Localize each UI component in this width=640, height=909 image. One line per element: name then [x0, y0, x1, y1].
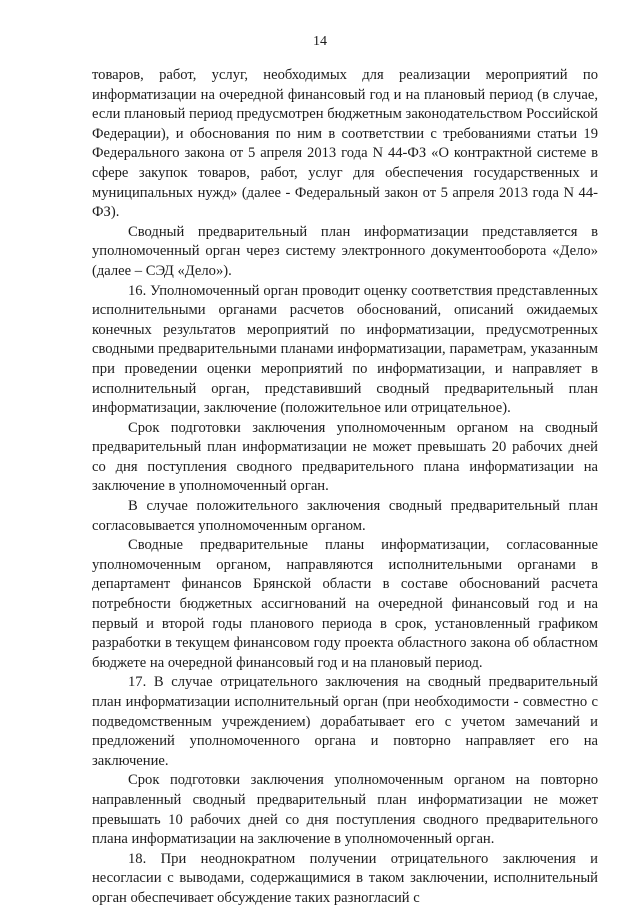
paragraph-continuation: товаров, работ, услуг, необходимых для реализации мероприятий по информатизации на очередной финансовый год и на плановый период (в случае, если плановый период предусмотрен бюджетным законодательством Российской Федерации), и обоснования по ним в соответствии с требованиями статьи 19 Федерального закона от 5 апреля 2013 года N 44-ФЗ «О контрактной системе в сфере закупок товаров, работ, услуг для обеспечения государственных и муниципальных нужд» (далее - Федеральный закон от 5 апреля 2013 года N 44-ФЗ). — [92, 67, 598, 221]
page-number: 14 — [313, 34, 327, 49]
paragraph-item-16: 16. Уполномоченный орган проводит оценку соответствия представленных исполнительными органами расчетов обоснований, описаний ожидаемых конечных результатов мероприятий по информатизации, предусмотренных сводными предварительными планами информатизации, параметрам, указанным при проведении оценки мероприятий по информатизации, и направляет в исполнительный орган, представивший сводный предварительный план информатизации, заключение (положительное или отрицательное). — [92, 282, 598, 417]
document-body — [92, 66, 598, 909]
paragraph-item-18: 18. При неоднократном получении отрицательного заключения и несогласии с выводами, содержащимися в таком заключении, исполнительный орган обеспечивает обсуждение таких разногласий с — [92, 850, 598, 906]
paragraph-review-term-10-days: Срок подготовки заключения уполномоченным органом на повторно направленный сводный предварительный план информатизации не может превышать 10 рабочих дней со дня поступления сводного предварительного плана информатизации на заключение в уполномоченный орган. — [92, 772, 598, 848]
paragraph-item-17: 17. В случае отрицательного заключения на сводный предварительный план информатизации исполнительный орган (при необходимости - совместно с подведомственным учреждением) дорабатывает его с учетом замечаний и предложений уполномоченного органа и повторно направляет его на заключение. — [92, 674, 598, 769]
paragraph-positive-conclusion: В случае положительного заключения сводный предварительный план согласовывается уполномоченным органом. — [92, 498, 598, 534]
paragraph-approved-plans-sent: Сводные предварительные планы информатизации, согласованные уполномоченным органом, направляются исполнительными органами в департамент финансов Брянской области в составе обоснований расчета потребности бюджетных ассигнований на очередной финансовый год и на первый и второй годы планового периода в срок, установленный графиком разработки в текущем финансовом году проекта областного закона об областном бюджете на очередной финансовый год и на плановый период. — [92, 537, 598, 671]
paragraph-review-term-20-days: Срок подготовки заключения уполномоченным органом на сводный предварительный план информатизации не может превышать 20 рабочих дней со дня поступления сводного предварительного плана информатизации на заключение в уполномоченный орган. — [92, 419, 598, 495]
paragraph-consolidated-plan-submission: Сводный предварительный план информатизации представляется в уполномоченный орган через систему электронного документооборота «Дело» (далее – СЭД «Дело»). — [92, 223, 598, 279]
